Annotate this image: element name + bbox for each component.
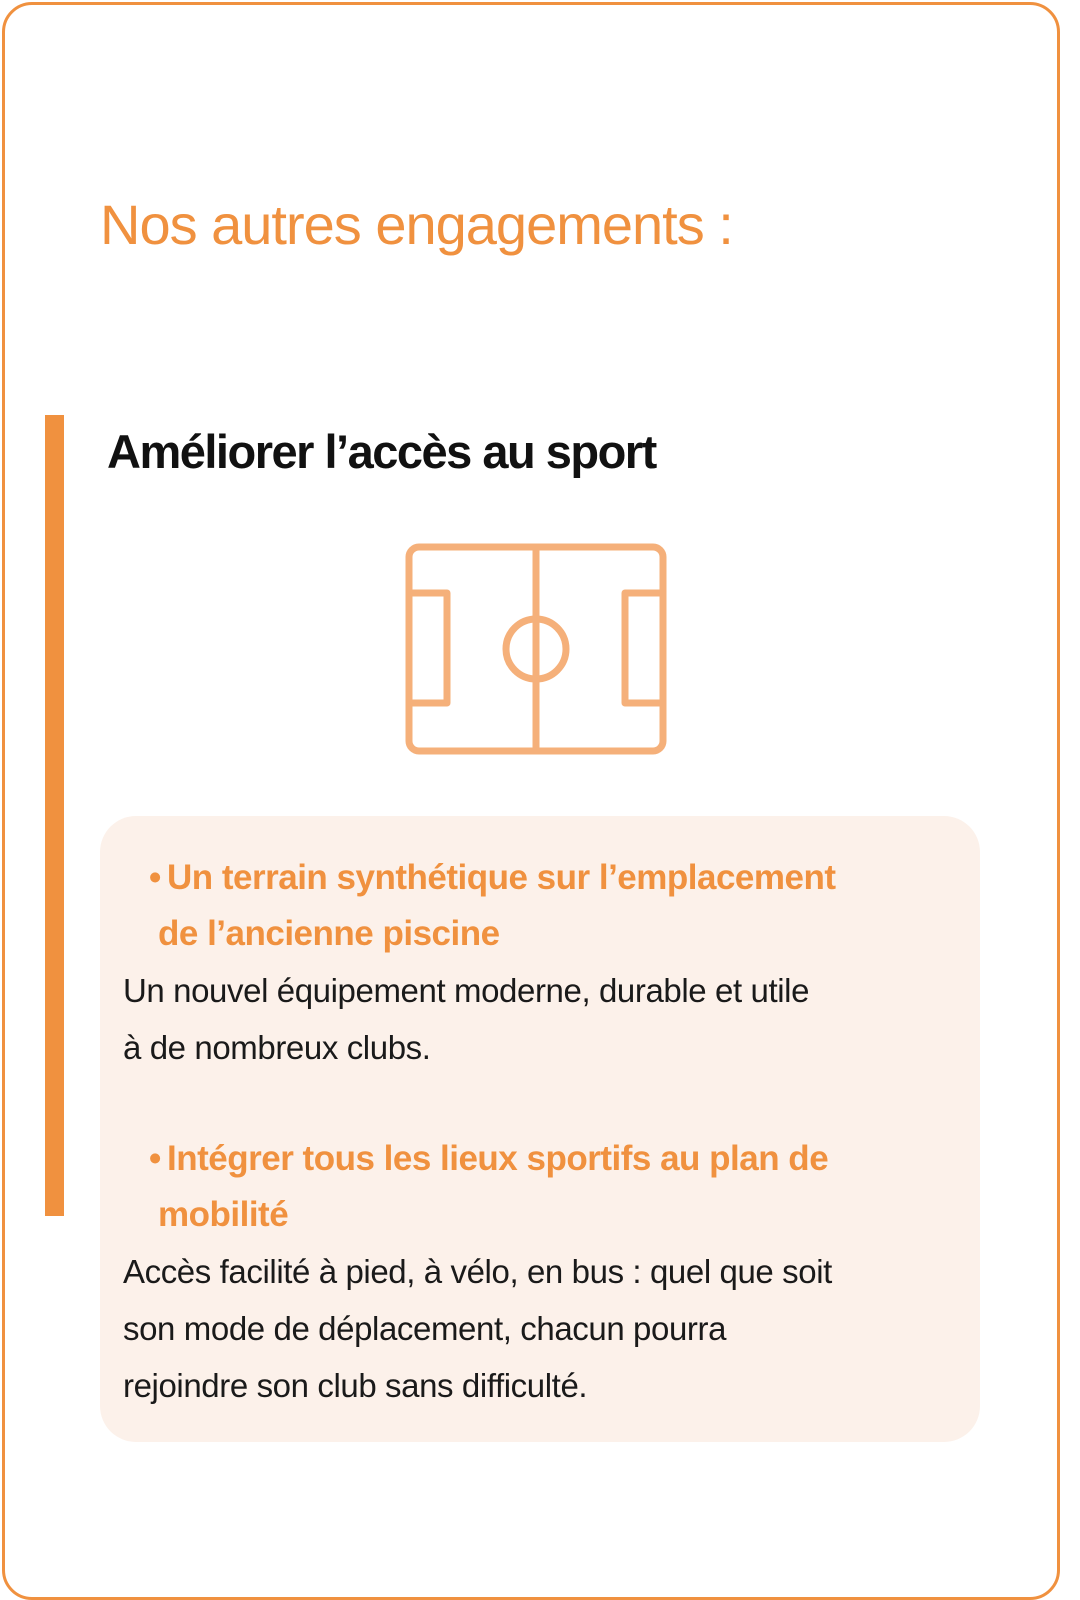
football-pitch-icon (405, 543, 667, 755)
item-description (123, 962, 973, 1076)
item-description-line: rejoindre son club sans difficulté. (123, 1367, 588, 1404)
bullet-icon: • (149, 1139, 161, 1178)
item-heading-line: de l’ancienne piscine (158, 914, 500, 953)
item-heading-line: Intégrer tous les lieux sportifs au plan de (167, 1139, 829, 1178)
item-heading-line: mobilité (158, 1195, 289, 1234)
item-heading-line: Un terrain synthétique sur l’emplacement (167, 858, 836, 897)
item-description-line: son mode de déplacement, chacun pourra (123, 1310, 727, 1347)
page-title: Nos autres engagements : (100, 193, 733, 256)
item-description-line: à de nombreux clubs. (123, 1029, 431, 1066)
item-heading (149, 1131, 967, 1243)
item-description (123, 1243, 973, 1414)
section-title: Améliorer l’accès au sport (107, 425, 656, 478)
item-description-line: Un nouvel équipement moderne, durable et utile (123, 972, 810, 1009)
item-heading (149, 850, 967, 962)
section-accent-bar (45, 415, 64, 1216)
item-description-line: Accès facilité à pied, à vélo, en bus : quel que soit (123, 1253, 832, 1290)
bullet-icon: • (149, 858, 161, 897)
